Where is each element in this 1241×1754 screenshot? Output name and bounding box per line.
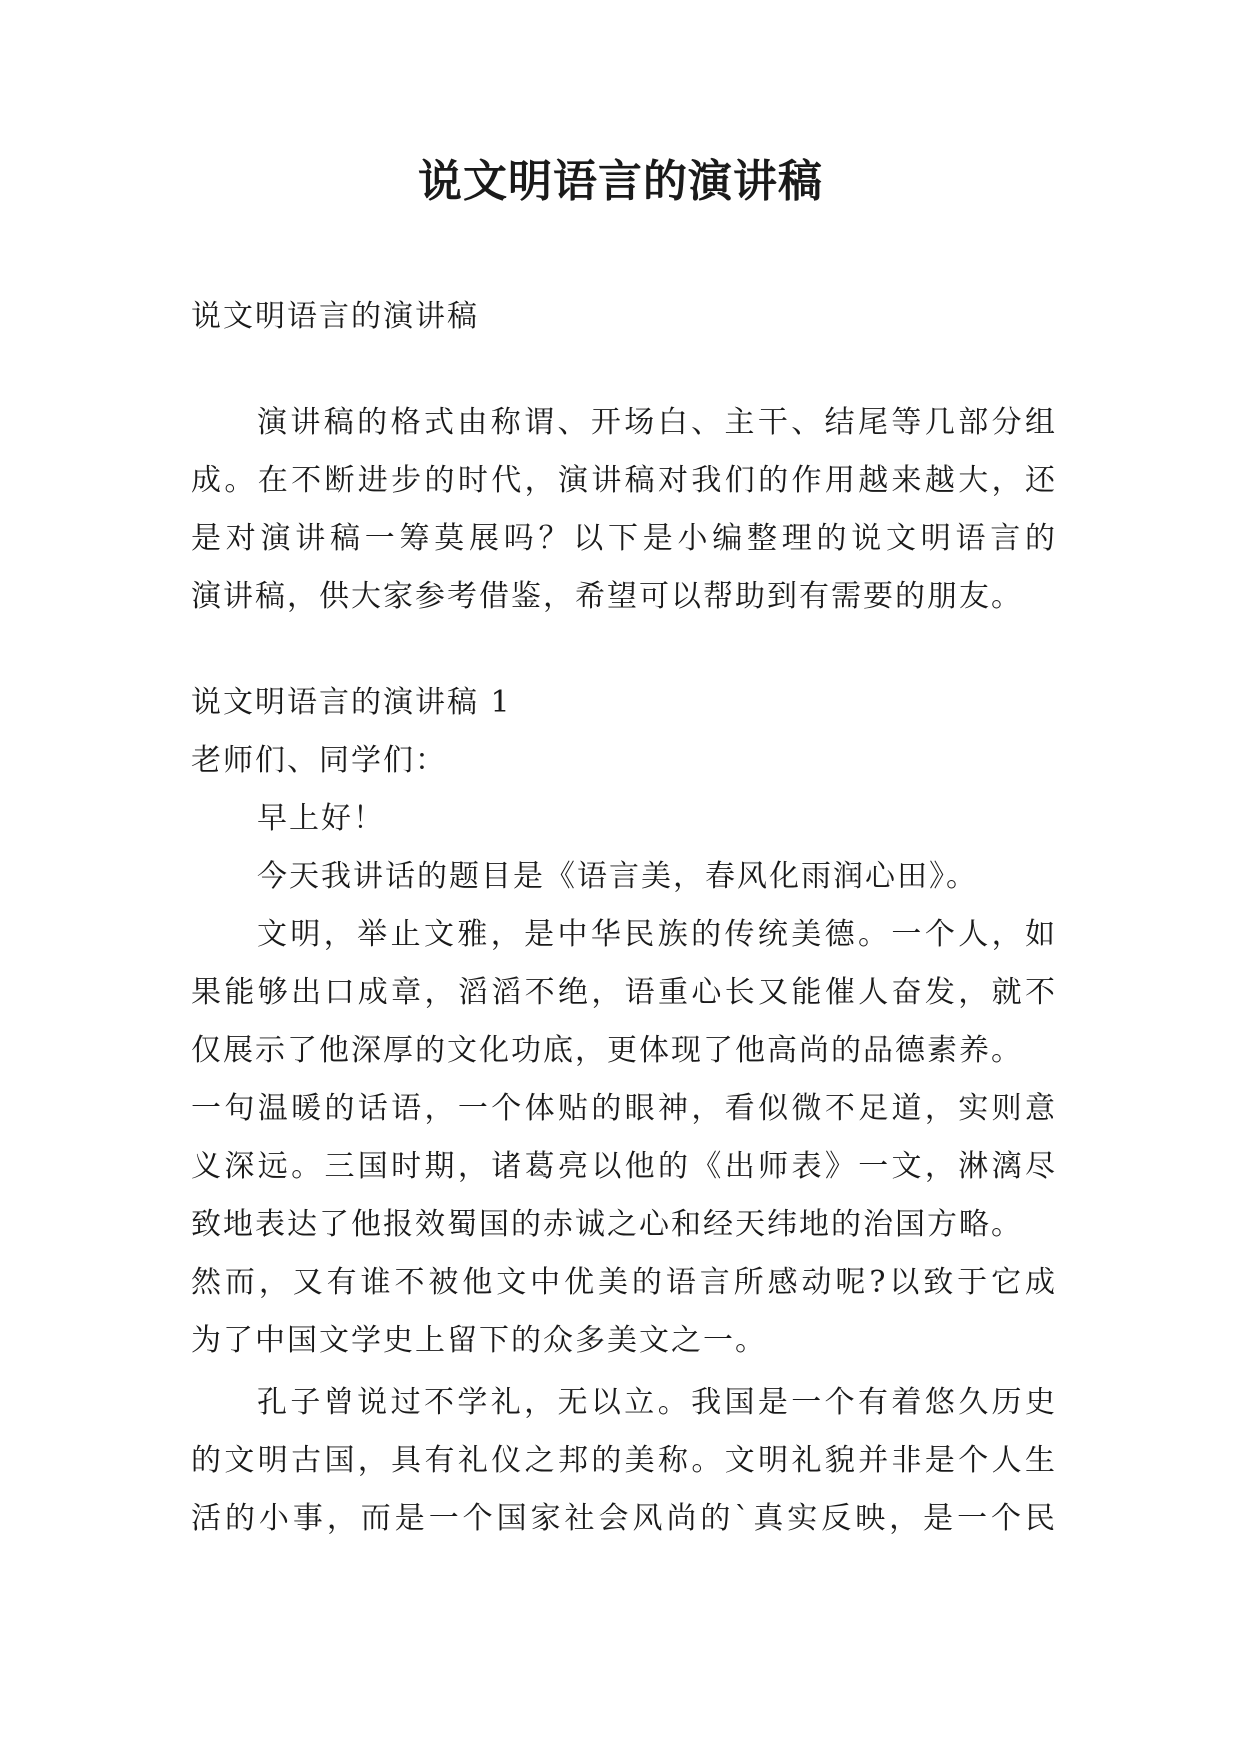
paragraph-line: 果能够出口成章，滔滔不绝，语重心长又能催人奋发，就不 (191, 975, 1057, 1010)
section-heading: 说文明语言的演讲稿 1 (191, 685, 512, 720)
paragraph-line: 义深远。三国时期，诸葛亮以他的《出师表》一文，淋漓尽 (191, 1149, 1057, 1184)
paragraph-line: 孔子曾说过不学礼，无以立。我国是一个有着悠久历史 (257, 1385, 1057, 1420)
page-title: 说文明语言的演讲稿 (418, 156, 823, 207)
paragraph-line: 致地表达了他报效蜀国的赤诚之心和经天纬地的治国方略。 (191, 1207, 1023, 1242)
paragraph-line: 文明，举止文雅，是中华民族的传统美德。一个人，如 (257, 917, 1057, 952)
topic-line: 今天我讲话的题目是《语言美，春风化雨润心田》。 (257, 859, 978, 894)
document-body (191, 288, 1057, 1548)
greeting: 早上好！ (257, 801, 385, 836)
paragraph-line: 演讲稿，供大家参考借鉴，希望可以帮助到有需要的朋友。 (191, 579, 1023, 614)
paragraph-line: 成。在不断进步的时代，演讲稿对我们的作用越来越大，还 (191, 463, 1057, 498)
intro-paragraph (191, 394, 1057, 626)
paragraph-line: 然而，又有谁不被他文中优美的语言所感动呢?以致于它成 (191, 1265, 1057, 1300)
subtitle: 说文明语言的演讲稿 (191, 299, 479, 334)
paragraph-1 (191, 906, 1057, 1370)
paragraph-line: 演讲稿的格式由称谓、开场白、主干、结尾等几部分组 (257, 405, 1057, 440)
paragraph-line: 是对演讲稿一筹莫展吗？以下是小编整理的说文明语言的 (191, 521, 1057, 556)
paragraph-line: 为了中国文学史上留下的众多美文之一。 (191, 1323, 767, 1358)
paragraph-line: 仅展示了他深厚的文化功底，更体现了他高尚的品德素养。 (191, 1033, 1023, 1068)
salutation: 老师们、同学们： (191, 743, 447, 778)
paragraph-line: 的文明古国，具有礼仪之邦的美称。文明礼貌并非是个人生 (191, 1443, 1057, 1478)
paragraph-line: 活的小事，而是一个国家社会风尚的`真实反映，是一个民 (191, 1501, 1057, 1536)
speech-section (191, 674, 1057, 1548)
paragraph-line: 一句温暖的话语，一个体贴的眼神，看似微不足道，实则意 (191, 1091, 1057, 1126)
paragraph-2 (191, 1374, 1057, 1548)
